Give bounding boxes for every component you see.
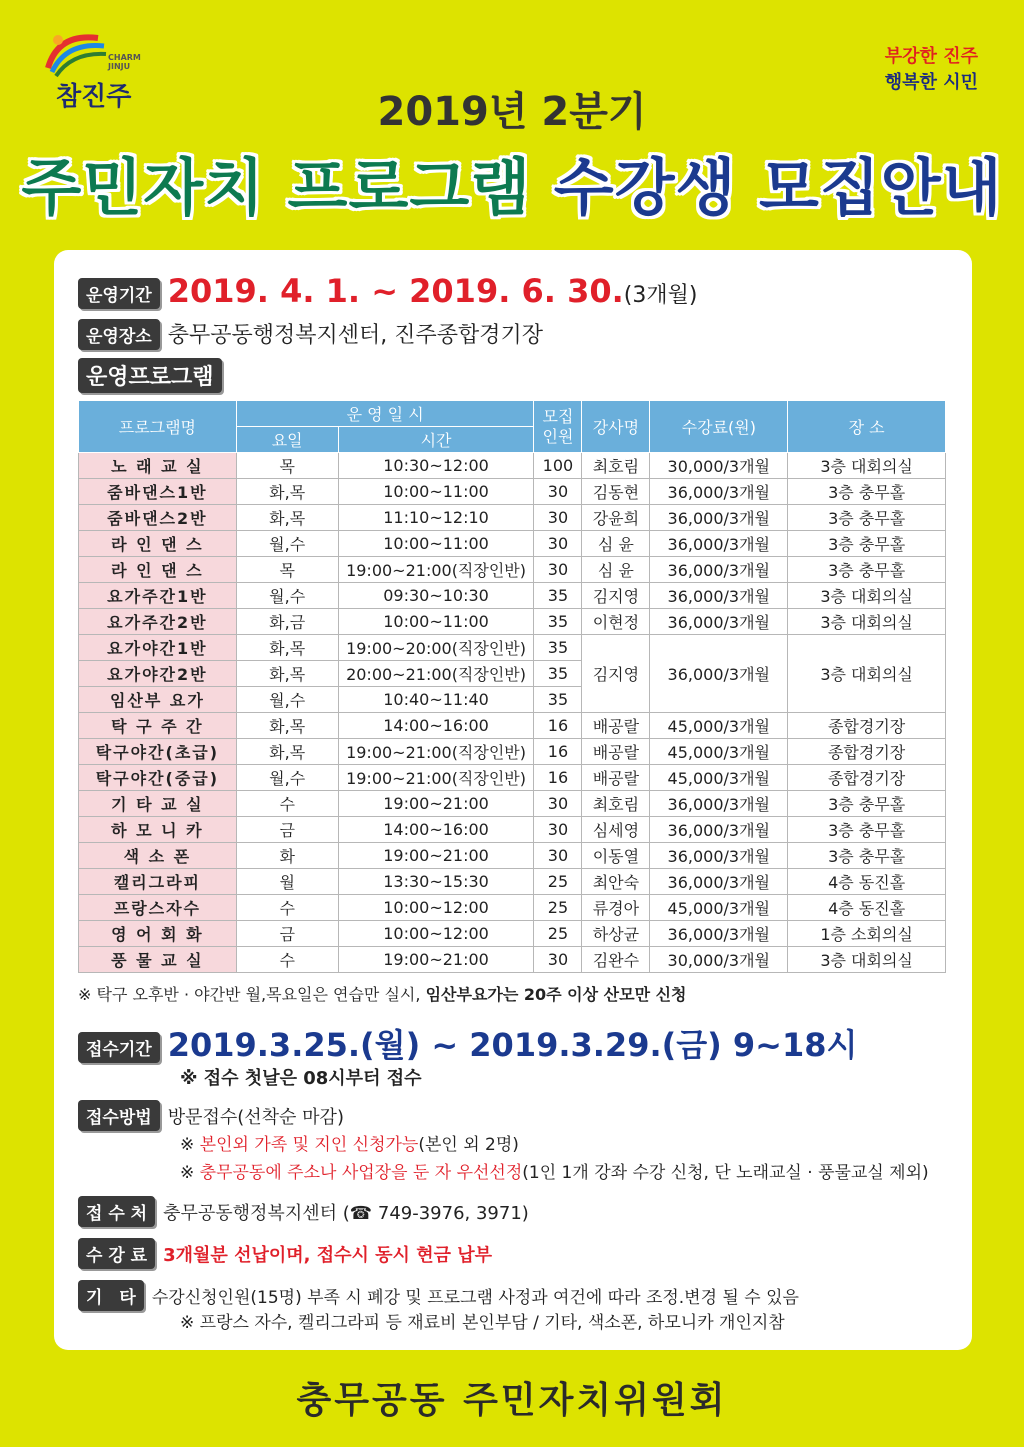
program-capacity: 30 (534, 947, 582, 973)
table-row (79, 453, 946, 479)
program-capacity: 100 (534, 453, 582, 479)
program-heading (78, 358, 222, 393)
program-day: 화,목 (236, 505, 338, 531)
program-teacher: 심 윤 (582, 557, 650, 583)
logo-en-text: CHARM JINJU (108, 53, 141, 71)
period-paren: (3개월) (623, 283, 698, 308)
header-time: 시간 (338, 427, 534, 453)
program-day: 화,금 (236, 609, 338, 635)
method-note-2-red: 충무공동에 주소나 사업장을 둔 자 우선선정 (199, 1163, 523, 1183)
program-place: 종합경기장 (788, 713, 946, 739)
table-row (79, 557, 946, 583)
program-capacity: 35 (534, 583, 582, 609)
method-label: 접수방법 (78, 1100, 160, 1131)
program-teacher: 강윤희 (582, 505, 650, 531)
program-place: 4층 동진홀 (788, 869, 946, 895)
program-teacher: 이동열 (582, 843, 650, 869)
program-place: 3층 충무홀 (788, 843, 946, 869)
program-teacher: 김동현 (582, 479, 650, 505)
program-place: 종합경기장 (788, 739, 946, 765)
program-time: 19:00~20:00(직장인반) (338, 635, 534, 661)
header-fee: 수강료(원) (650, 401, 788, 453)
reception-note: ※ 접수 첫날은 08시부터 접수 (180, 1068, 422, 1089)
program-place: 3층 대회의실 (788, 453, 946, 479)
program-fee: 45,000/3개월 (650, 895, 788, 921)
table-row (79, 843, 946, 869)
header-capacity: 모집 인원 (534, 401, 582, 453)
program-name: 캘리그라피 (79, 869, 237, 895)
title-part2: 수강생 모집안내 (553, 151, 1003, 224)
schedule-table (78, 400, 946, 973)
header-teacher: 강사명 (582, 401, 650, 453)
table-row (79, 505, 946, 531)
program-time: 19:00~21:00(직장인반) (338, 765, 534, 791)
program-time: 14:00~16:00 (338, 713, 534, 739)
fee-label: 수 강 료 (78, 1238, 155, 1269)
header-name: 프로그램명 (79, 401, 237, 453)
program-time: 19:00~21:00(직장인반) (338, 557, 534, 583)
place-value: 충무공동행정복지센터, 진주종합경기장 (167, 323, 543, 348)
program-capacity: 16 (534, 739, 582, 765)
program-day: 수 (236, 947, 338, 973)
program-name: 라 인 댄 스 (79, 531, 237, 557)
header-day: 요일 (236, 427, 338, 453)
program-time: 09:30~10:30 (338, 583, 534, 609)
reception-label: 접수기간 (78, 1032, 160, 1063)
program-day: 수 (236, 791, 338, 817)
table-row (79, 817, 946, 843)
method-note-1-pre: ※ (180, 1135, 200, 1155)
program-day: 화,목 (236, 661, 338, 687)
program-teacher: 최안숙 (582, 869, 650, 895)
program-name: 풍 물 교 실 (79, 947, 237, 973)
table-row (79, 583, 946, 609)
program-fee: 36,000/3개월 (650, 635, 788, 713)
program-time: 19:00~21:00 (338, 843, 534, 869)
program-capacity: 25 (534, 869, 582, 895)
program-capacity: 30 (534, 479, 582, 505)
program-name: 하 모 니 카 (79, 817, 237, 843)
program-fee: 36,000/3개월 (650, 609, 788, 635)
program-name: 노 래 교 실 (79, 453, 237, 479)
program-teacher: 김지영 (582, 583, 650, 609)
program-capacity: 16 (534, 765, 582, 791)
fee-row (78, 1238, 492, 1269)
program-time: 14:00~16:00 (338, 817, 534, 843)
program-fee: 36,000/3개월 (650, 843, 788, 869)
program-time: 20:00~21:00(직장인반) (338, 661, 534, 687)
method-note-2-post: (1인 1개 강좌 수강 신청, 단 노래교실 · 풍물교실 제외) (522, 1163, 929, 1183)
program-name: 영 어 회 화 (79, 921, 237, 947)
table-row (79, 765, 946, 791)
program-capacity: 16 (534, 713, 582, 739)
program-fee: 36,000/3개월 (650, 531, 788, 557)
table-note-a: ※ 탁구 오후반 · 야간반 월,목요일은 연습만 실시, (78, 985, 421, 1004)
slogan-line1: 부강한 진주 (884, 46, 978, 67)
program-time: 19:00~21:00 (338, 791, 534, 817)
reception-value: 2019.3.25.(월) ~ 2019.3.29.(금) 9~18시 (167, 1026, 858, 1064)
fee-value: 3개월분 선납이며, 접수시 동시 현금 납부 (163, 1245, 493, 1266)
program-time: 19:00~21:00(직장인반) (338, 739, 534, 765)
program-time: 10:00~12:00 (338, 921, 534, 947)
program-name: 요가야간1반 (79, 635, 237, 661)
program-place: 1층 소회의실 (788, 921, 946, 947)
program-place: 3층 충무홀 (788, 557, 946, 583)
program-place: 3층 충무홀 (788, 791, 946, 817)
program-place: 3층 충무홀 (788, 505, 946, 531)
program-teacher: 김완수 (582, 947, 650, 973)
program-day: 목 (236, 557, 338, 583)
program-name: 탁 구 주 간 (79, 713, 237, 739)
logo-text: 참진주 (56, 82, 132, 112)
program-capacity: 30 (534, 531, 582, 557)
table-row (79, 921, 946, 947)
table-row (79, 791, 946, 817)
program-name: 색 소 폰 (79, 843, 237, 869)
etc-label: 기 타 (78, 1280, 144, 1311)
program-fee: 45,000/3개월 (650, 739, 788, 765)
method-note-1-post: (본인 외 2명) (418, 1135, 519, 1155)
period-row (78, 272, 697, 310)
program-day: 월,수 (236, 765, 338, 791)
reception-period-row (78, 1020, 857, 1066)
program-time: 19:00~21:00 (338, 947, 534, 973)
method-note-1-red: 본인외 가족 및 지인 신청가능 (199, 1135, 419, 1155)
program-day: 수 (236, 895, 338, 921)
program-teacher: 하상균 (582, 921, 650, 947)
program-name: 프랑스자수 (79, 895, 237, 921)
page-title (0, 138, 1024, 227)
program-day: 화,목 (236, 739, 338, 765)
program-name: 임산부 요가 (79, 687, 237, 713)
table-row (79, 531, 946, 557)
table-row (79, 609, 946, 635)
program-teacher: 배공랄 (582, 713, 650, 739)
program-name: 기 타 교 실 (79, 791, 237, 817)
table-row (79, 869, 946, 895)
method-note-2-pre: ※ (180, 1163, 200, 1183)
program-capacity: 30 (534, 791, 582, 817)
program-name: 줌바댄스2반 (79, 505, 237, 531)
place-row (78, 318, 543, 350)
program-fee: 36,000/3개월 (650, 479, 788, 505)
program-capacity: 25 (534, 921, 582, 947)
program-capacity: 30 (534, 843, 582, 869)
program-capacity: 35 (534, 661, 582, 687)
program-day: 화,목 (236, 479, 338, 505)
program-fee: 36,000/3개월 (650, 791, 788, 817)
office-value: 충무공동행정복지센터 (☎ 749-3976, 3971) (163, 1203, 529, 1224)
organizer-footer: 충무공동 주민자치위원회 (296, 1380, 728, 1421)
program-teacher: 배공랄 (582, 739, 650, 765)
program-time: 10:00~11:00 (338, 531, 534, 557)
program-capacity: 35 (534, 635, 582, 661)
period-label: 운영기간 (78, 278, 160, 309)
table-row (79, 739, 946, 765)
program-teacher: 김지영 (582, 635, 650, 713)
page-subtitle: 2019년 2분기 (377, 89, 647, 135)
program-name: 줌바댄스1반 (79, 479, 237, 505)
program-place: 3층 충무홀 (788, 817, 946, 843)
program-day: 월 (236, 869, 338, 895)
place-label: 운영장소 (78, 319, 160, 350)
table-row (79, 479, 946, 505)
program-capacity: 35 (534, 687, 582, 713)
program-day: 목 (236, 453, 338, 479)
table-note-b: 임산부요가는 20주 이상 산모만 신청 (425, 985, 687, 1004)
program-day: 월,수 (236, 531, 338, 557)
program-time: 10:00~11:00 (338, 479, 534, 505)
title-part1: 주민자치 프로그램 (21, 151, 532, 224)
program-time: 13:30~15:30 (338, 869, 534, 895)
program-teacher: 최호림 (582, 453, 650, 479)
program-teacher: 최호림 (582, 791, 650, 817)
program-day: 금 (236, 817, 338, 843)
program-teacher: 심 윤 (582, 531, 650, 557)
table-note (78, 982, 687, 1005)
program-place: 4층 동진홀 (788, 895, 946, 921)
program-time: 10:30~12:00 (338, 453, 534, 479)
program-name: 탁구야간(초급) (79, 739, 237, 765)
program-teacher: 이현정 (582, 609, 650, 635)
program-capacity: 25 (534, 895, 582, 921)
period-value: 2019. 4. 1. ~ 2019. 6. 30. (167, 272, 624, 310)
program-place: 3층 충무홀 (788, 479, 946, 505)
table-row (79, 635, 946, 661)
table-row (79, 713, 946, 739)
method-value: 방문접수(선착순 마감) (167, 1107, 344, 1128)
program-fee: 45,000/3개월 (650, 765, 788, 791)
program-fee: 36,000/3개월 (650, 921, 788, 947)
program-day: 화 (236, 843, 338, 869)
program-fee: 30,000/3개월 (650, 947, 788, 973)
header-place: 장 소 (788, 401, 946, 453)
method-row (78, 1100, 344, 1131)
info-card (54, 250, 972, 1350)
office-row (78, 1196, 529, 1227)
program-place: 종합경기장 (788, 765, 946, 791)
program-day: 화,목 (236, 713, 338, 739)
program-place: 3층 대회의실 (788, 635, 946, 713)
program-time: 10:40~11:40 (338, 687, 534, 713)
program-time: 10:00~11:00 (338, 609, 534, 635)
program-fee: 45,000/3개월 (650, 713, 788, 739)
program-capacity: 30 (534, 817, 582, 843)
program-place: 3층 대회의실 (788, 947, 946, 973)
program-capacity: 30 (534, 505, 582, 531)
program-teacher: 심세영 (582, 817, 650, 843)
program-day: 월,수 (236, 583, 338, 609)
program-fee: 30,000/3개월 (650, 453, 788, 479)
program-fee: 36,000/3개월 (650, 505, 788, 531)
method-note-1 (180, 1130, 519, 1155)
table-row (79, 895, 946, 921)
table-row (79, 947, 946, 973)
program-place: 3층 대회의실 (788, 609, 946, 635)
program-name: 탁구야간(중급) (79, 765, 237, 791)
program-teacher: 배공랄 (582, 765, 650, 791)
program-name: 요가야간2반 (79, 661, 237, 687)
program-time: 11:10~12:10 (338, 505, 534, 531)
etc-note: ※ 프랑스 자수, 켈리그라피 등 재료비 본인부담 / 기타, 색소폰, 하모니카 개인지참 (180, 1313, 785, 1333)
etc-value: 수강신청인원(15명) 부족 시 폐강 및 프로그램 사정과 여건에 따라 조정.변경 될 수 있음 (151, 1288, 799, 1308)
program-name: 요가주간1반 (79, 583, 237, 609)
program-fee: 36,000/3개월 (650, 557, 788, 583)
program-fee: 36,000/3개월 (650, 869, 788, 895)
program-place: 3층 대회의실 (788, 583, 946, 609)
program-fee: 36,000/3개월 (650, 817, 788, 843)
program-capacity: 35 (534, 609, 582, 635)
program-day: 화,목 (236, 635, 338, 661)
office-label: 접 수 처 (78, 1196, 155, 1227)
slogan-line2: 행복한 시민 (884, 72, 978, 93)
header-schedule: 운 영 일 시 (236, 401, 534, 427)
program-capacity: 30 (534, 557, 582, 583)
program-name: 요가주간2반 (79, 609, 237, 635)
program-label: 운영프로그램 (78, 358, 222, 393)
program-time: 10:00~12:00 (338, 895, 534, 921)
program-place: 3층 충무홀 (788, 531, 946, 557)
method-note-2 (180, 1158, 929, 1183)
program-name: 라 인 댄 스 (79, 557, 237, 583)
program-teacher: 류경아 (582, 895, 650, 921)
program-day: 월,수 (236, 687, 338, 713)
etc-row (78, 1280, 799, 1311)
program-day: 금 (236, 921, 338, 947)
program-fee: 36,000/3개월 (650, 583, 788, 609)
